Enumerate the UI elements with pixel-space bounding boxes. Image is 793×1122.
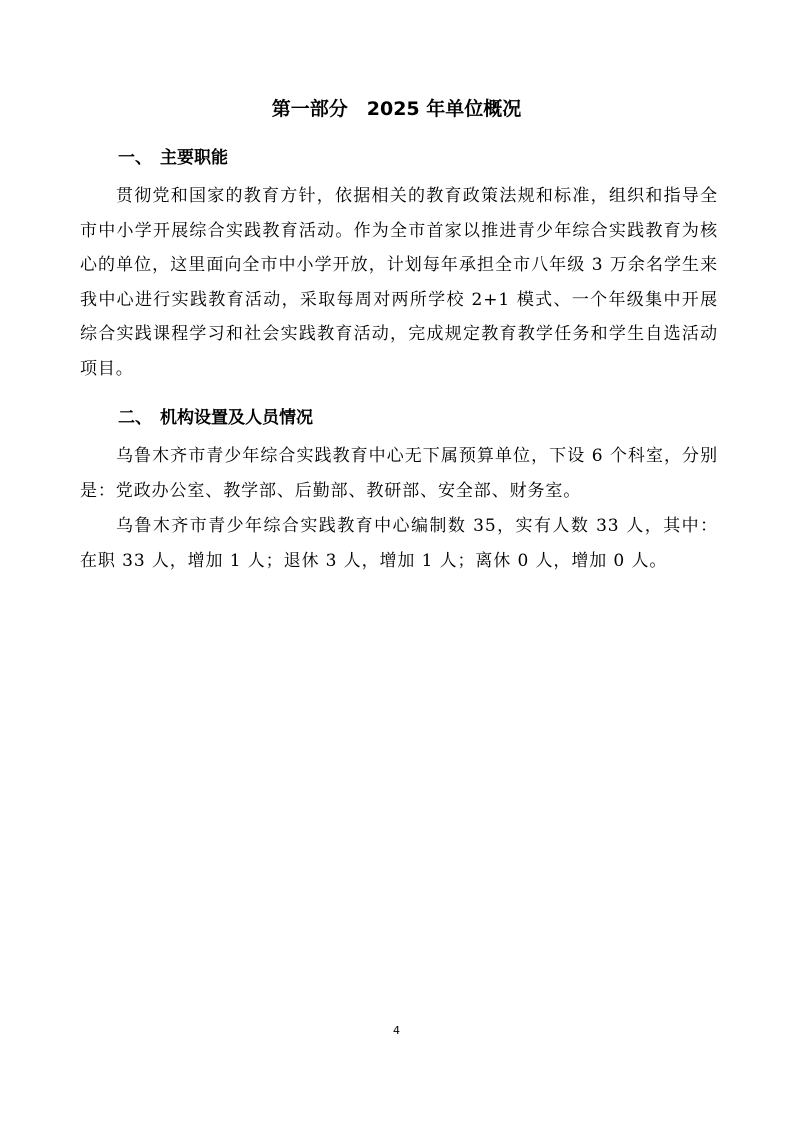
section-number: 一、 — [118, 148, 152, 168]
paragraph-departments: 乌鲁木齐市青少年综合实践教育中心无下属预算单位，下设 6 个科室，分别是：党政办公室、教学部、后勤部、教研部、安全部、财务室。 — [80, 446, 718, 501]
section-number: 二、 — [118, 408, 152, 428]
page-title: 第一部分 2025 年单位概况 — [271, 98, 522, 120]
section-heading-functions — [118, 146, 228, 170]
section-title: 机构设置及人员情况 — [160, 408, 313, 428]
paragraph-staffing: 乌鲁木齐市青少年综合实践教育中心编制数 35，实有人数 33 人，其中：在职 33 人，增加 1 人；退休 3 人，增加 1 人；离休 0 人，增加 0 人。 — [80, 516, 718, 571]
page-number: 4 — [393, 1024, 400, 1037]
section-heading-organization — [118, 406, 313, 430]
paragraph-main-functions: 贯彻党和国家的教育方针，依据相关的教育政策法规和标准，组织和指导全市中小学开展综合实践教育活动。作为全市首家以推进青少年综合实践教育为核心的单位，这里面向全市中小学开放，计划每年承担全市八年级 3 万余名学生来我中心进行实践教育活动，采取每周对两所学校 2+1 模式、一个年级集中开展综合实践课程学习和社会实践教育活动，完成规定教育教学任务和学生自选活动项目。 — [80, 186, 718, 379]
section-title: 主要职能 — [160, 148, 228, 168]
